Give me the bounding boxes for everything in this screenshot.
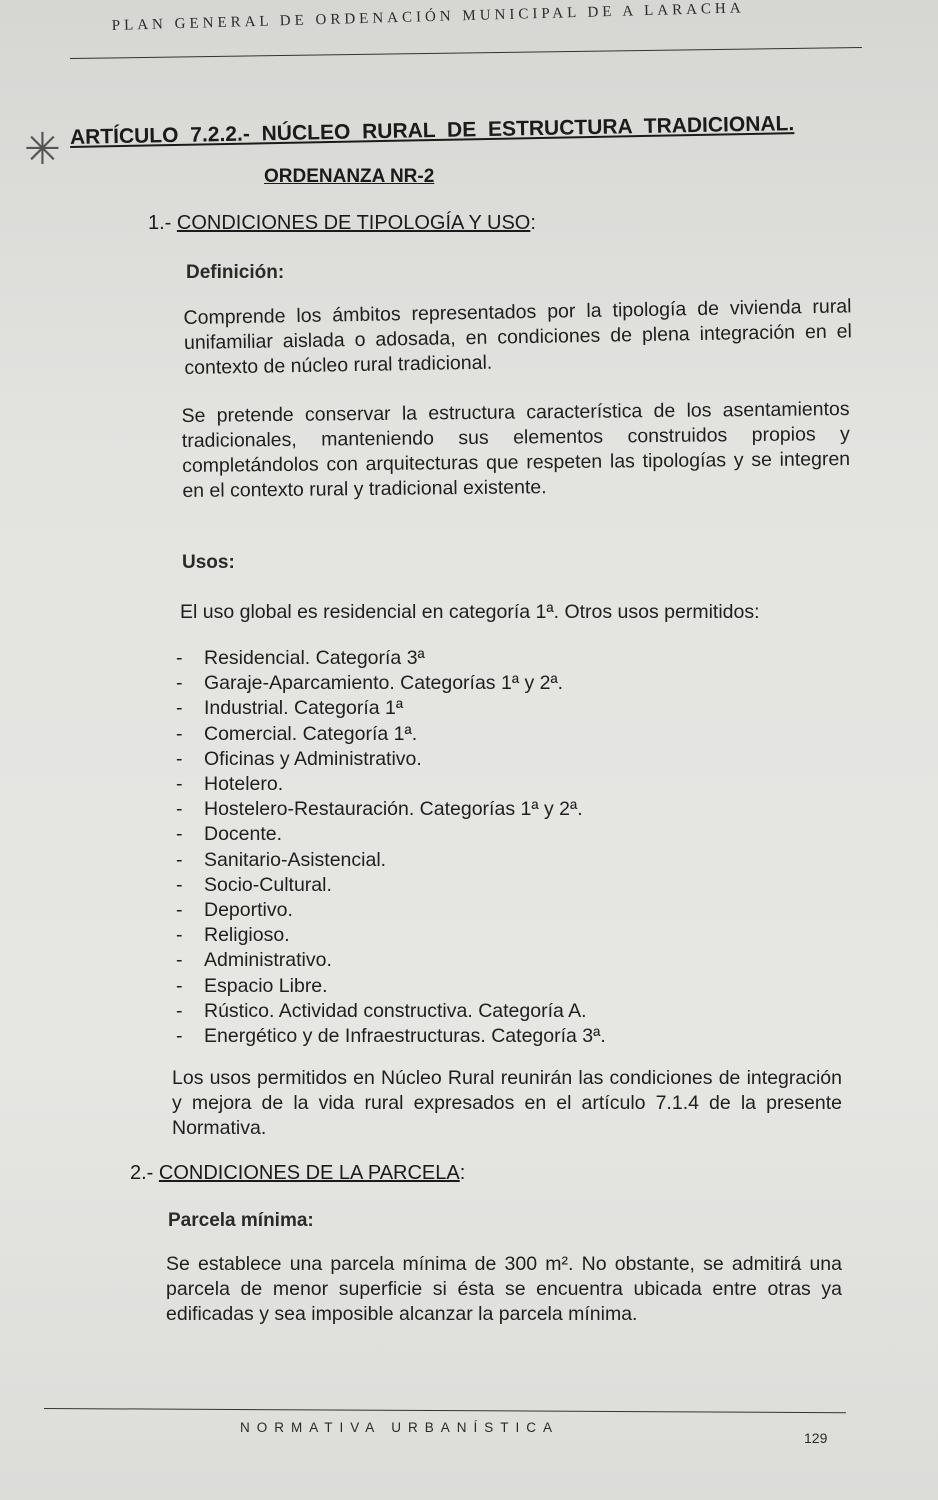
list-item: - Oficinas y Administrativo. bbox=[176, 747, 422, 770]
list-item: - Residencial. Categoría 3ª bbox=[176, 647, 425, 669]
list-item: - Docente. bbox=[176, 823, 283, 846]
section-2-title: CONDICIONES DE LA PARCELA bbox=[158, 1162, 460, 1184]
article-subtitle: ORDENANZA NR-2 bbox=[264, 166, 435, 187]
running-header: PLAN GENERAL DE ORDENACIÓN MUNICIPAL DE A LARACHA bbox=[111, 0, 745, 35]
list-item: - Energético y de Infraestructuras. Categoría 3ª. bbox=[176, 1025, 606, 1048]
list-item: - Garaje-Aparcamiento. Categorías 1ª y 2ª. bbox=[176, 672, 564, 695]
section-2-number: 2.- bbox=[130, 1162, 154, 1184]
list-item: - Espacio Libre. bbox=[176, 974, 328, 997]
list-item: - Deportivo. bbox=[176, 899, 293, 922]
footer-rule bbox=[44, 1408, 846, 1413]
definition-paragraph-1: Comprende los ámbitos representados por la tipología de vivienda rural unifamiliar aislada o adosada, en condiciones de plena integración en el contexto de núcleo rural tradicional. bbox=[183, 295, 853, 379]
allowed-uses-list bbox=[176, 646, 736, 1049]
header-rule bbox=[70, 47, 862, 59]
list-item: - Hotelero. bbox=[176, 773, 284, 796]
list-item: - Sanitario-Asistencial. bbox=[176, 848, 387, 871]
list-item: - Administrativo. bbox=[176, 949, 332, 972]
section-1-colon: : bbox=[530, 212, 536, 234]
section-1-heading bbox=[148, 212, 536, 235]
section-2-heading bbox=[130, 1162, 465, 1185]
article-title: ARTÍCULO 7.2.2.- NÚCLEO RURAL DE ESTRUCTURA TRADICIONAL. bbox=[69, 112, 795, 149]
definition-heading: Definición: bbox=[186, 262, 285, 283]
section-1-number: 1.- bbox=[148, 212, 172, 234]
section-1-title: CONDICIONES DE TIPOLOGÍA Y USO bbox=[176, 212, 531, 234]
uses-intro: El uso global es residencial en categoría 1ª. Otros usos permitidos: bbox=[180, 601, 760, 623]
min-plot-paragraph: Se establece una parcela mínima de 300 m². No obstante, se admitirá una parcela de menor superficie si ésta se encuentra ubicada entre otras ya edificadas y sea imposible alcanzar la parcela mínima. bbox=[166, 1253, 842, 1325]
running-footer: NORMATIVA URBANÍSTICA bbox=[240, 1420, 560, 1435]
list-item: - Rústico. Actividad constructiva. Categoría A. bbox=[176, 999, 587, 1022]
list-item: - Religioso. bbox=[176, 924, 290, 947]
uses-closing-paragraph: Los usos permitidos en Núcleo Rural reunirán las condiciones de integración y mejora de la vida rural expresados en el artículo 7.1.4 de la presente Normativa. bbox=[172, 1067, 842, 1139]
min-plot-heading: Parcela mínima: bbox=[168, 1210, 314, 1231]
list-item: - Industrial. Categoría 1ª bbox=[176, 697, 404, 720]
list-item: - Comercial. Categoría 1ª. bbox=[176, 722, 418, 745]
handwritten-asterisk-icon: ✳ bbox=[24, 124, 61, 175]
section-2-colon: : bbox=[459, 1162, 466, 1184]
definition-paragraph-2: Se pretende conservar la estructura característica de los asentamientos tradicionales, manteniendo sus elementos construidos propios y completándolos con arquitecturas que respeten las tipologías y se integren en el contexto rural y tradicional existente. bbox=[181, 398, 851, 502]
uses-heading: Usos: bbox=[182, 552, 235, 573]
page-number: 129 bbox=[804, 1430, 828, 1446]
list-item: - Hostelero-Restauración. Categorías 1ª y 2ª. bbox=[176, 798, 583, 821]
list-item: - Socio-Cultural. bbox=[176, 873, 332, 896]
